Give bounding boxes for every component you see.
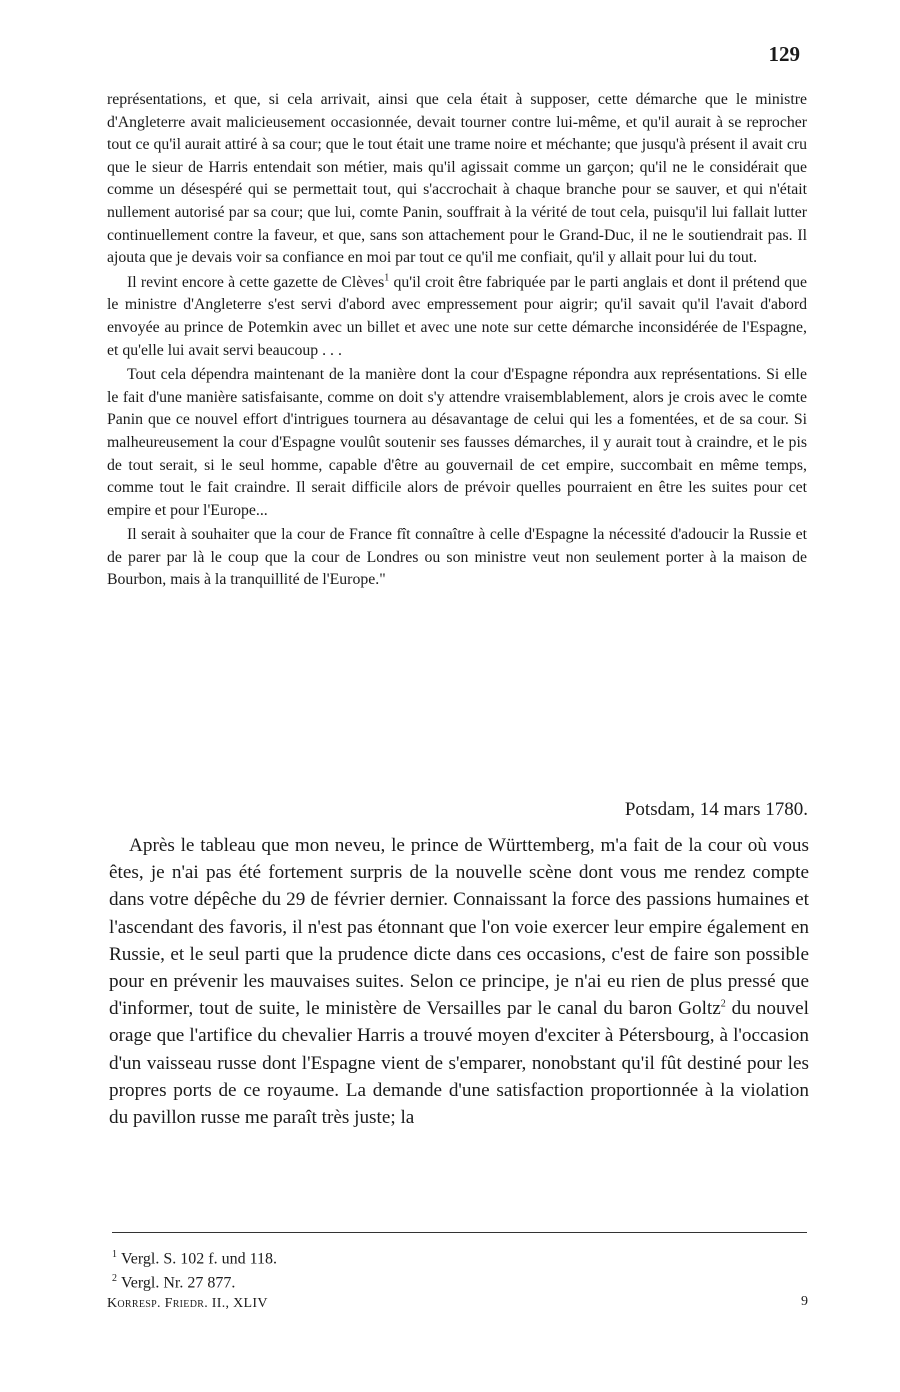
footnote-reference-1: 1 [384,272,390,284]
quote-paragraph-4: Il serait à souhaiter que la cour de France fît connaître à celle d'Espagne la nécessité d'adoucir la Russie et de parer par là le coup que la cour de Londres ou son ministre veut non seulement porter à la maison de Bourbon, mais à la tranquillité de l'Europe." [107,526,807,589]
quote-paragraph-2-lead: Il revint encore à cette gazette de Clèves [127,273,385,291]
footnote-2-marker: 2 [112,1273,117,1285]
letter-dateline: Potsdam, 14 mars 1780. [624,799,808,820]
footer-sheet-number: 9 [801,1294,808,1309]
footnote-2-text: Vergl. Nr. 27 877. [121,1274,236,1292]
quote-paragraph-1: représentations, et que, si cela arrivait, ainsi que cela était à supposer, cette démarche que le ministre d'Angleterre avait malicieusement occasionnée, devait tourner contre lui-même, et qu'il aurait à se reprocher tout ce qu'il aurait attiré à sa cour; que le tout était une trame noire et méchante; que jusqu'à présent il avait cru que le sieur de Harris entendait son métier, mais qu'il agissait comme un garçon; qu'il ne le considérait que comme un désespéré qui se permettait tout, qui s'accrochait à chaque branche pour se sauver, et qui n'était nullement autorisé par sa cour; que lui, comte Panin, souffrait à la vérité de tout cela, puisqu'il lui fallait lutter continuellement contre la faveur, et que, sans son attachement pour le Grand-Duc, il ne le soutiendrait pas. Il ajouta que je devais voir sa confiance en moi par tout ce qu'il me confiait, qu'il y allait pour lui du tout. [107,91,807,267]
letter-body [109,832,809,1131]
footnotes [112,1245,512,1294]
letter-paragraph [109,832,809,1131]
quote-paragraph-2 [107,272,807,362]
footer-source-signature: Korresp. Friedr. II., XLIV [107,1296,268,1311]
letter-body-part-1: Après le tableau que mon neveu, le prince de Württemberg, m'a fait de la cour où vous êtes, je n'ai pas été fortement surpris de la nouvelle scène dont vous me rendez compte dans votre dépêche du 29 de février dernier. Connaissant la force des passions humaines et l'ascendant des favoris, il n'est pas étonnant que l'on voie exercer leur empire également en Russie, et le seul parti que la prudence dicte dans ces occasions, c'est de faire son possible pour en prévenir les mauvaises suites. Selon ce principe, je n'ai eu rien de plus pressé que d'informer, tout de suite, le ministère de Versailles par le canal du baron Goltz [109,835,809,1020]
quote-paragraph-2-rest: qu'il croit être fabriquée par le parti anglais et dont il prétend que le ministre d'Angleterre s'est servi d'abord avec empressement pour aigrir; qu'il savait qu'il l'avait d'abord envoyée au prince de Potemkin avec un billet et avec une note sur cette démarche inconsidérée de l'Espagne, et qu'elle lui avait servi beaucoup . . . [107,273,808,359]
footnote-1-marker: 1 [112,1249,117,1260]
footnote-divider [112,1232,807,1233]
letter-body-part-2: du nouvel orage que l'artifice du chevalier Harris a trouvé moyen d'exciter à Pétersbourg, à l'occasion d'un vaisseau russe dont l'Espagne vient de s'emparer, nonobstant qu'il fût destiné pour les propres ports de ce royaume. La demande d'une satisfaction proportionnée à la violation du pavillon russe me paraît très juste; la [109,998,809,1129]
quote-paragraph-3: Tout cela dépendra maintenant de la manière dont la cour d'Espagne répondra aux représentations. Si elle le fait d'une manière satisfaisante, comme on doit s'y attendre vraisemblablement, alors je crois avec le comte Panin que ce nouvel effort d'intrigues tournera au désavantage de celui qui les a fomentées, et de sa cour. Si malheureusement la cour d'Espagne voulût soutenir ses fausses démarches, il y aurait tout à craindre, et le pis de tout serait, si le seul homme, capable d'être au gouvernail de cet empire, succombait en même temps, comme tout le fait craindre. Il serait difficile alors de prévoir quelles pourraient en être les suites pour cet empire et pour l'Europe... [107,366,807,519]
quoted-report [107,89,807,592]
page-number: 129 [768,42,800,66]
footnote-1 [112,1245,512,1269]
footnote-1-text: Vergl. S. 102 f. und 118. [121,1250,277,1268]
footnote-reference-2: 2 [720,998,726,1010]
footnote-2 [112,1269,512,1293]
